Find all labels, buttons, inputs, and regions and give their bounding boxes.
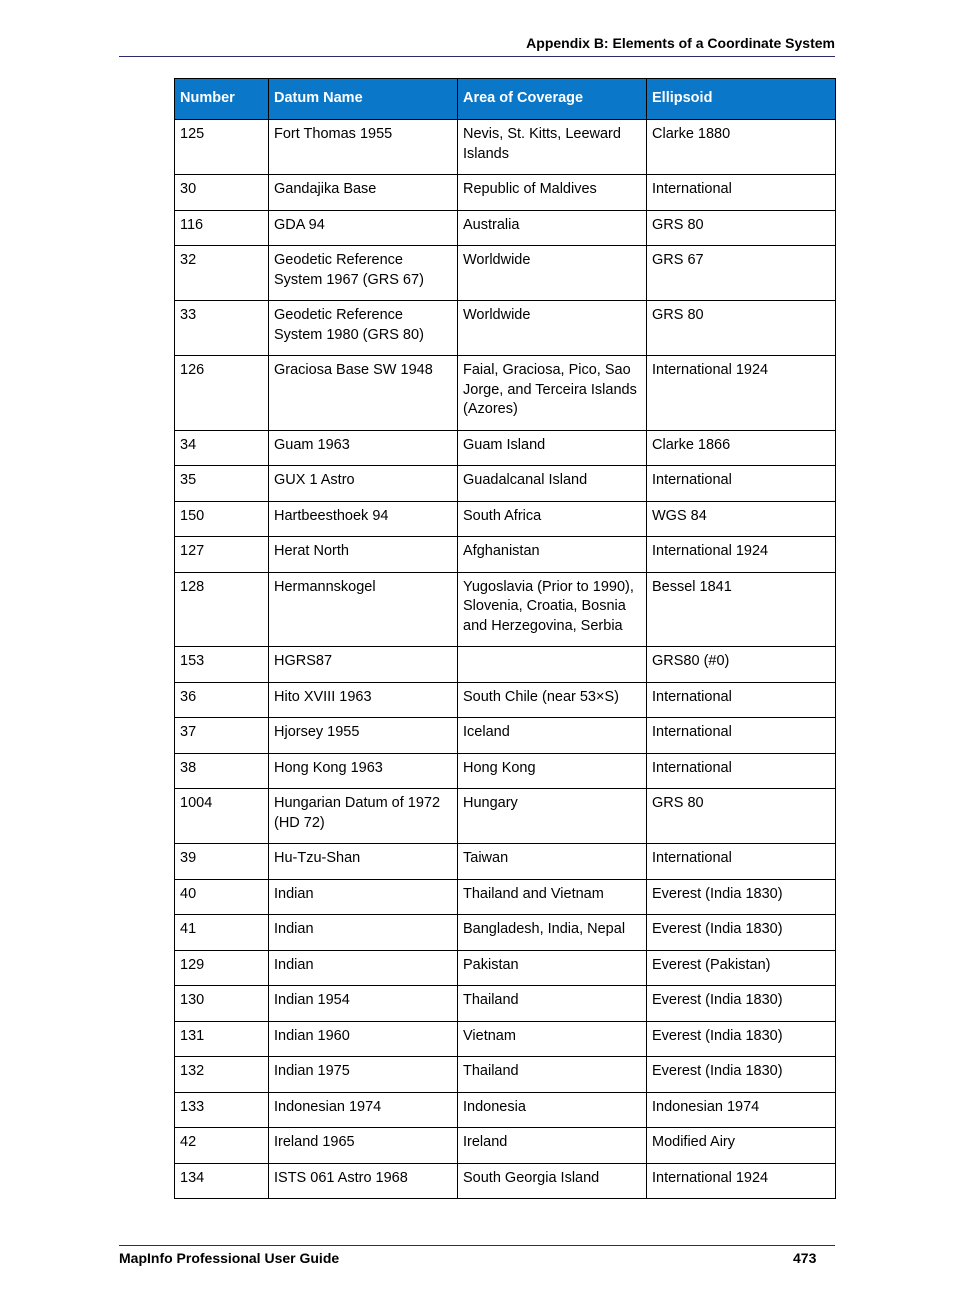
- datum-name-cell: Indian 1954: [269, 986, 458, 1022]
- area-of-coverage-cell: [458, 647, 647, 683]
- datum-name-cell: Indonesian 1974: [269, 1092, 458, 1128]
- datum-name-cell: Indian: [269, 950, 458, 986]
- datum-name-cell: Geodetic Reference System 1980 (GRS 80): [269, 301, 458, 356]
- table-row: [175, 682, 836, 718]
- area-of-coverage-cell: Bangladesh, India, Nepal: [458, 915, 647, 951]
- ellipsoid-cell: Everest (India 1830): [647, 915, 836, 951]
- number-cell: 134: [175, 1163, 269, 1199]
- area-of-coverage-cell: Faial, Graciosa, Pico, Sao Jorge, and Terceira Islands (Azores): [458, 356, 647, 431]
- ellipsoid-cell: International: [647, 682, 836, 718]
- number-cell: 30: [175, 175, 269, 211]
- area-of-coverage-cell: Hong Kong: [458, 753, 647, 789]
- table-row: [175, 466, 836, 502]
- datum-name-cell: HGRS87: [269, 647, 458, 683]
- table-header: [175, 79, 836, 120]
- ellipsoid-cell: Everest (Pakistan): [647, 950, 836, 986]
- table-row: [175, 789, 836, 844]
- ellipsoid-cell: Clarke 1880: [647, 120, 836, 175]
- datum-name-cell: Graciosa Base SW 1948: [269, 356, 458, 431]
- table-row: [175, 1021, 836, 1057]
- area-of-coverage-cell: Ireland: [458, 1128, 647, 1164]
- area-of-coverage-cell: Worldwide: [458, 246, 647, 301]
- number-cell: 1004: [175, 789, 269, 844]
- ellipsoid-cell: WGS 84: [647, 501, 836, 537]
- table-row: [175, 175, 836, 211]
- table-body: [175, 120, 836, 1199]
- number-cell: 128: [175, 572, 269, 647]
- ellipsoid-cell: Clarke 1866: [647, 430, 836, 466]
- area-of-coverage-cell: Afghanistan: [458, 537, 647, 573]
- datum-name-cell: Indian: [269, 915, 458, 951]
- table-row: [175, 572, 836, 647]
- area-of-coverage-cell: Yugoslavia (Prior to 1990), Slovenia, Croatia, Bosnia and Herzegovina, Serbia: [458, 572, 647, 647]
- ellipsoid-cell: International: [647, 466, 836, 502]
- ellipsoid-cell: GRS 67: [647, 246, 836, 301]
- ellipsoid-cell: International: [647, 844, 836, 880]
- number-cell: 125: [175, 120, 269, 175]
- area-of-coverage-cell: Nevis, St. Kitts, Leeward Islands: [458, 120, 647, 175]
- datum-name-cell: Hjorsey 1955: [269, 718, 458, 754]
- number-cell: 42: [175, 1128, 269, 1164]
- area-of-coverage-cell: Guadalcanal Island: [458, 466, 647, 502]
- table-row: [175, 301, 836, 356]
- ellipsoid-cell: International: [647, 175, 836, 211]
- datum-name-cell: Indian: [269, 879, 458, 915]
- number-cell: 39: [175, 844, 269, 880]
- number-cell: 38: [175, 753, 269, 789]
- ellipsoid-cell: International 1924: [647, 537, 836, 573]
- ellipsoid-cell: GRS 80: [647, 789, 836, 844]
- column-header-number: Number: [175, 79, 269, 120]
- area-of-coverage-cell: Worldwide: [458, 301, 647, 356]
- table-row: [175, 718, 836, 754]
- ellipsoid-cell: Bessel 1841: [647, 572, 836, 647]
- number-cell: 153: [175, 647, 269, 683]
- ellipsoid-cell: Everest (India 1830): [647, 1021, 836, 1057]
- datum-name-cell: Hu-Tzu-Shan: [269, 844, 458, 880]
- number-cell: 131: [175, 1021, 269, 1057]
- ellipsoid-cell: International: [647, 718, 836, 754]
- ellipsoid-cell: International 1924: [647, 356, 836, 431]
- number-cell: 129: [175, 950, 269, 986]
- datum-name-cell: Guam 1963: [269, 430, 458, 466]
- table-row: [175, 210, 836, 246]
- table-row: [175, 501, 836, 537]
- ellipsoid-cell: GRS 80: [647, 210, 836, 246]
- area-of-coverage-cell: Indonesia: [458, 1092, 647, 1128]
- area-of-coverage-cell: South Georgia Island: [458, 1163, 647, 1199]
- area-of-coverage-cell: Republic of Maldives: [458, 175, 647, 211]
- ellipsoid-cell: Everest (India 1830): [647, 986, 836, 1022]
- table-row: [175, 120, 836, 175]
- datum-name-cell: Geodetic Reference System 1967 (GRS 67): [269, 246, 458, 301]
- number-cell: 35: [175, 466, 269, 502]
- ellipsoid-cell: Modified Airy: [647, 1128, 836, 1164]
- table-row: [175, 1092, 836, 1128]
- area-of-coverage-cell: Australia: [458, 210, 647, 246]
- datum-name-cell: Hartbeesthoek 94: [269, 501, 458, 537]
- datum-name-cell: Hungarian Datum of 1972 (HD 72): [269, 789, 458, 844]
- table-row: [175, 246, 836, 301]
- datum-name-cell: GDA 94: [269, 210, 458, 246]
- page-header: [119, 30, 835, 57]
- number-cell: 126: [175, 356, 269, 431]
- area-of-coverage-cell: Hungary: [458, 789, 647, 844]
- number-cell: 40: [175, 879, 269, 915]
- number-cell: 32: [175, 246, 269, 301]
- datum-name-cell: Herat North: [269, 537, 458, 573]
- area-of-coverage-cell: Guam Island: [458, 430, 647, 466]
- number-cell: 127: [175, 537, 269, 573]
- number-cell: 133: [175, 1092, 269, 1128]
- datum-name-cell: Gandajika Base: [269, 175, 458, 211]
- ellipsoid-cell: GRS 80: [647, 301, 836, 356]
- table-row: [175, 879, 836, 915]
- number-cell: 41: [175, 915, 269, 951]
- ellipsoid-cell: International: [647, 753, 836, 789]
- number-cell: 37: [175, 718, 269, 754]
- area-of-coverage-cell: Thailand: [458, 986, 647, 1022]
- ellipsoid-cell: GRS80 (#0): [647, 647, 836, 683]
- table-header-row: [175, 79, 836, 120]
- datum-name-cell: Hong Kong 1963: [269, 753, 458, 789]
- ellipsoid-cell: Everest (India 1830): [647, 879, 836, 915]
- table-row: [175, 647, 836, 683]
- datum-name-cell: Fort Thomas 1955: [269, 120, 458, 175]
- area-of-coverage-cell: Iceland: [458, 718, 647, 754]
- number-cell: 132: [175, 1057, 269, 1093]
- column-header-area-of-coverage: Area of Coverage: [458, 79, 647, 120]
- table-row: [175, 1057, 836, 1093]
- area-of-coverage-cell: Thailand: [458, 1057, 647, 1093]
- table-row: [175, 430, 836, 466]
- datum-table: [174, 78, 836, 1199]
- datum-name-cell: Hermannskogel: [269, 572, 458, 647]
- header-title: Appendix B: Elements of a Coordinate System: [526, 35, 835, 51]
- datum-name-cell: Hito XVIII 1963: [269, 682, 458, 718]
- datum-name-cell: Indian 1960: [269, 1021, 458, 1057]
- number-cell: 130: [175, 986, 269, 1022]
- area-of-coverage-cell: Pakistan: [458, 950, 647, 986]
- ellipsoid-cell: Indonesian 1974: [647, 1092, 836, 1128]
- datum-name-cell: GUX 1 Astro: [269, 466, 458, 502]
- footer-title: MapInfo Professional User Guide: [119, 1250, 340, 1266]
- page-footer: [119, 1245, 835, 1266]
- datum-name-cell: Ireland 1965: [269, 1128, 458, 1164]
- area-of-coverage-cell: Taiwan: [458, 844, 647, 880]
- table-row: [175, 537, 836, 573]
- ellipsoid-cell: Everest (India 1830): [647, 1057, 836, 1093]
- number-cell: 150: [175, 501, 269, 537]
- table-row: [175, 844, 836, 880]
- area-of-coverage-cell: South Chile (near 53×S): [458, 682, 647, 718]
- area-of-coverage-cell: Thailand and Vietnam: [458, 879, 647, 915]
- number-cell: 34: [175, 430, 269, 466]
- area-of-coverage-cell: South Africa: [458, 501, 647, 537]
- table-row: [175, 753, 836, 789]
- number-cell: 116: [175, 210, 269, 246]
- table-row: [175, 915, 836, 951]
- datum-name-cell: ISTS 061 Astro 1968: [269, 1163, 458, 1199]
- datum-name-cell: Indian 1975: [269, 1057, 458, 1093]
- table-row: [175, 356, 836, 431]
- column-header-ellipsoid: Ellipsoid: [647, 79, 836, 120]
- table-row: [175, 950, 836, 986]
- number-cell: 33: [175, 301, 269, 356]
- area-of-coverage-cell: Vietnam: [458, 1021, 647, 1057]
- page-number: 473: [793, 1250, 817, 1266]
- column-header-datum-name: Datum Name: [269, 79, 458, 120]
- table-row: [175, 1163, 836, 1199]
- table-row: [175, 986, 836, 1022]
- number-cell: 36: [175, 682, 269, 718]
- table-row: [175, 1128, 836, 1164]
- ellipsoid-cell: International 1924: [647, 1163, 836, 1199]
